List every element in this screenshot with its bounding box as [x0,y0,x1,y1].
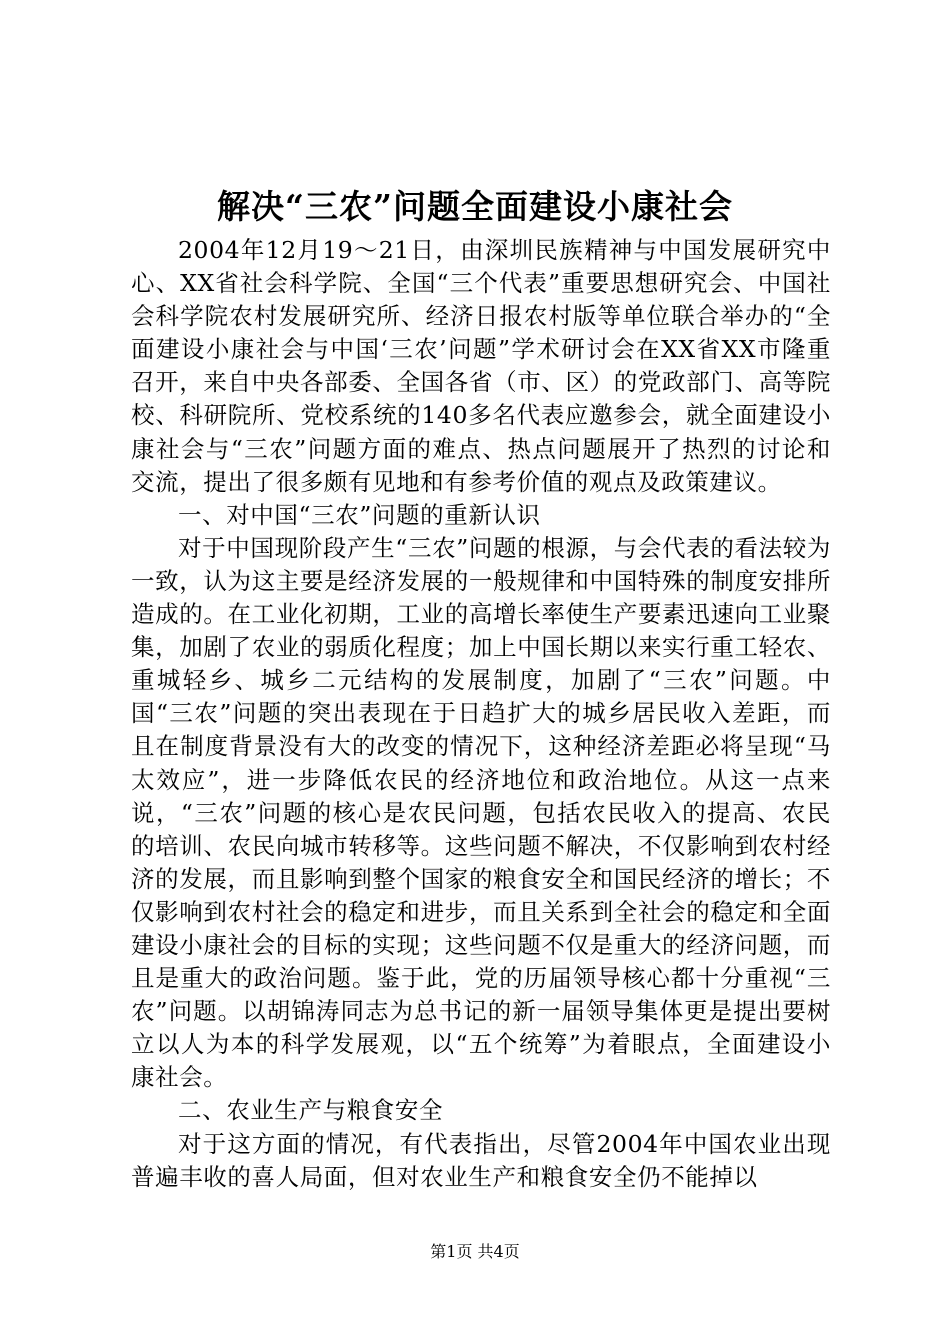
section-1-paragraph: 对于中国现阶段产生“三农”问题的根源，与会代表的看法较为一致，认为这主要是经济发展的一般规律和中国特殊的制度安排所造成的。在工业化初期，工业的高增长率使生产要素迅速向工业聚集，加剧了农业的弱质化程度；加上中国长期以来实行重工轻农、重城轻乡、城乡二元结构的发展制度，加剧了“三农”问题。中国“三农”问题的突出表现在于日趋扩大的城乡居民收入差距，而且在制度背景没有大的改变的情况下，这种经济差距必将呈现“马太效应”，进一步降低农民的经济地位和政治地位。从这一点来说，“三农”问题的核心是农民问题，包括农民收入的提高、农民的培训、农民向城市转移等。这些问题不解决，不仅影响到农村经济的发展，而且影响到整个国家的粮食安全和国民经济的增长；不仅影响到农村社会的稳定和进步，而且关系到全社会的稳定和全面建设小康社会的目标的实现；这些问题不仅是重大的经济问题，而且是重大的政治问题。鉴于此，党的历届领导核心都十分重视“三农”问题。以胡锦涛同志为总书记的新一届领导集体更是提出要树立以人为本的科学发展观，以“五个统筹”为着眼点，全面建设小康社会。 [131,533,831,1092]
intro-paragraph: 2004年12月19～21日，由深圳民族精神与中国发展研究中心、XX省社会科学院、全国“三个代表”重要思想研究会、中国社会科学院农村发展研究所、经济日报农村版等单位联合举办的“全面建设小康社会与中国‘三农’问题”学术研讨会在XX省XX市隆重召开，来自中央各部委、全国各省（市、区）的党政部门、高等院校、科研院所、党校系统的140多名代表应邀参会，就全面建设小康社会与“三农”问题方面的难点、热点问题展开了热烈的讨论和交流，提出了很多颇有见地和有参考价值的观点及政策建议。 [131,236,831,496]
page-footer: 第1页 共4页 [430,1242,520,1261]
document-title: 解决“三农”问题全面建设小康社会 [217,187,733,226]
section-heading-1: 一、对中国“三农”问题的重新认识 [178,500,541,529]
document-body [131,234,831,1194]
section-heading-2: 二、农业生产与粮食安全 [178,1096,444,1125]
section-2-paragraph: 对于这方面的情况，有代表指出，尽管2004年中国农业出现普遍丰收的喜人局面，但对农业生产和粮食安全仍不能掉以 [131,1129,831,1191]
